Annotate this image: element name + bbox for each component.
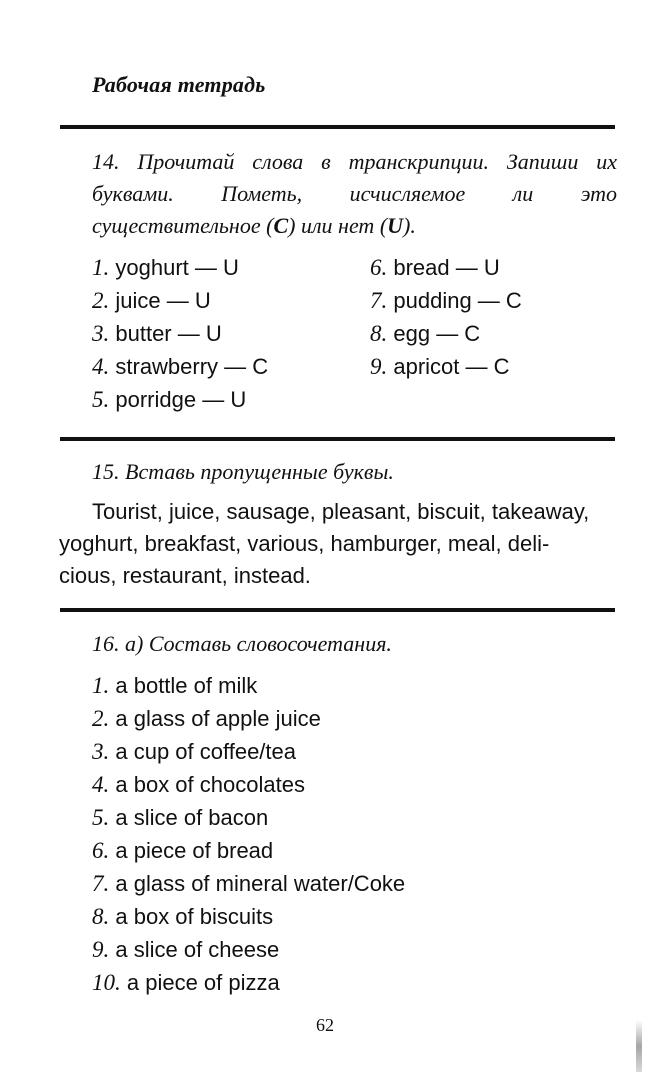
item-text: butter — U: [115, 321, 222, 346]
item-number: 6.: [92, 838, 110, 863]
task-14-number: 14.: [92, 149, 120, 174]
task-14-instruction-b: ) или нет (: [288, 213, 388, 238]
item-text: a box of biscuits: [115, 904, 274, 929]
item-text: a slice of bacon: [115, 805, 269, 830]
list-item: [92, 801, 405, 834]
item-text: porridge — U: [115, 387, 247, 412]
list-item: [92, 867, 405, 900]
passage-line: cious, restaurant, instead.: [59, 563, 311, 588]
task-14-list-right: [370, 251, 522, 383]
scan-edge-mark: [636, 1020, 642, 1072]
item-text: a bottle of milk: [115, 673, 258, 698]
item-number: 4.: [92, 772, 110, 797]
list-item: [92, 966, 405, 999]
item-number: 4.: [92, 354, 110, 379]
list-item: [92, 669, 405, 702]
list-item: [92, 834, 405, 867]
item-number: 7.: [92, 871, 110, 896]
item-number: 9.: [370, 354, 388, 379]
task-14-list-left: [92, 251, 268, 416]
task-14-instruction: [92, 146, 617, 242]
item-number: 6.: [370, 255, 388, 280]
item-number: 5.: [92, 805, 110, 830]
task-14-instruction-c: ).: [403, 213, 416, 238]
list-item: [92, 383, 268, 416]
item-number: 3.: [92, 321, 110, 346]
task-15-heading: 15. Вставь пропущенные буквы.: [92, 459, 394, 484]
list-item: [92, 251, 268, 284]
item-text: apricot — C: [393, 354, 510, 379]
list-item: [370, 251, 522, 284]
item-text: a glass of mineral water/Coke: [115, 871, 406, 896]
list-item: [370, 284, 522, 317]
list-item: [92, 350, 268, 383]
item-text: strawberry — C: [115, 354, 269, 379]
section-divider: [60, 125, 615, 129]
item-text: a slice of cheese: [115, 937, 280, 962]
list-item: [92, 768, 405, 801]
item-text: a box of chocolates: [115, 772, 305, 797]
item-text: a glass of apple juice: [115, 706, 321, 731]
item-text: egg — C: [393, 321, 481, 346]
running-head: Рабочая тетрадь: [92, 72, 266, 97]
uncountable-mark: U: [387, 213, 404, 238]
list-item: [92, 702, 405, 735]
item-number: 7.: [370, 288, 388, 313]
list-item: [92, 284, 268, 317]
list-item: [370, 317, 522, 350]
countable-mark: С: [273, 213, 289, 238]
passage-line: yoghurt, breakfast, various, hamburger, meal, deli-: [59, 531, 550, 556]
item-text: bread — U: [393, 255, 500, 280]
item-number: 8.: [370, 321, 388, 346]
task-15-passage: [59, 496, 622, 592]
item-text: a piece of bread: [115, 838, 274, 863]
page-number: 62: [316, 1015, 334, 1035]
item-text: juice — U: [115, 288, 211, 313]
item-text: a piece of pizza: [126, 970, 280, 995]
section-divider: [60, 608, 615, 612]
item-number: 8.: [92, 904, 110, 929]
task-16-list: [92, 669, 405, 999]
task-16-heading: 16. а) Составь словосочетания.: [92, 631, 392, 656]
item-number: 9.: [92, 937, 110, 962]
item-number: 3.: [92, 739, 110, 764]
list-item: [92, 735, 405, 768]
item-number: 1.: [92, 255, 110, 280]
item-number: 2.: [92, 288, 110, 313]
list-item: [92, 317, 268, 350]
item-number: 2.: [92, 706, 110, 731]
task-14-instruction-a: Прочитай слова в транскрипции. Запиши их буквами. Пометь, исчисляемое ли это существительное (: [92, 149, 617, 238]
section-divider: [60, 437, 615, 441]
item-number: 10.: [92, 970, 121, 995]
item-number: 5.: [92, 387, 110, 412]
list-item: [370, 350, 522, 383]
item-text: a cup of coffee/tea: [115, 739, 296, 764]
item-number: 1.: [92, 673, 110, 698]
list-item: [92, 933, 405, 966]
list-item: [92, 900, 405, 933]
item-text: yoghurt — U: [115, 255, 239, 280]
item-text: pudding — C: [393, 288, 522, 313]
passage-line: Tourist, juice, sausage, pleasant, biscuit, takeaway,: [92, 499, 590, 524]
